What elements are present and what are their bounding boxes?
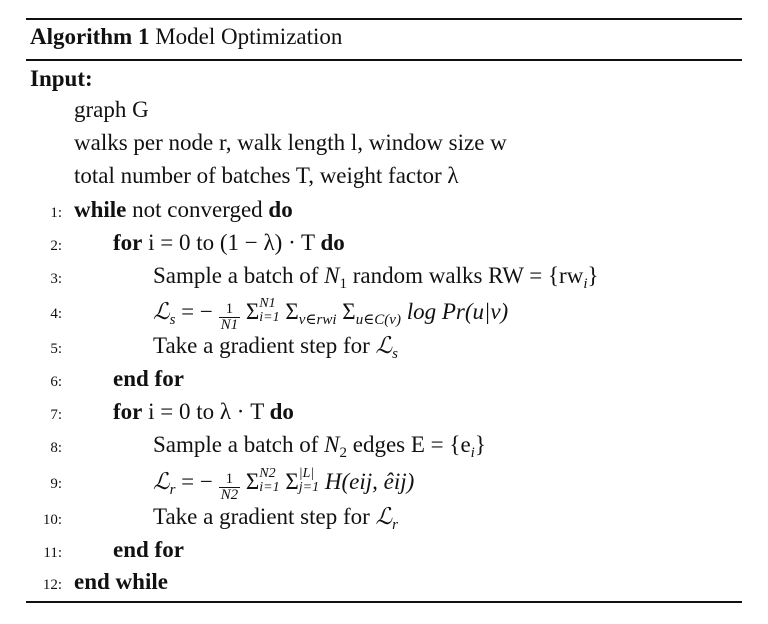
line-number: 11: xyxy=(43,545,62,561)
fraction xyxy=(219,302,241,333)
line-number: 2: xyxy=(50,238,62,254)
math-var: N xyxy=(324,432,340,457)
math-sub: i xyxy=(583,276,588,292)
fraction-num: 1 xyxy=(219,472,241,488)
sum-limits xyxy=(259,297,279,325)
math-sub: s xyxy=(169,312,176,328)
sum-lower: j=1 xyxy=(298,480,320,495)
sum-limits xyxy=(299,467,319,495)
fraction-num: 1 xyxy=(219,302,241,318)
keyword-end-for: end for xyxy=(113,366,184,391)
loss-s-equation xyxy=(153,297,508,333)
sum-symbol: Σ xyxy=(285,469,299,494)
bottom-rule xyxy=(26,601,742,603)
sum-upper: |L| xyxy=(298,466,315,481)
fraction xyxy=(219,472,241,503)
keyword-end-while: end while xyxy=(74,569,168,594)
sum-symbol: Σ xyxy=(245,299,260,324)
sum-symbol: Σ xyxy=(245,469,260,494)
fraction-den: N2 xyxy=(220,487,239,503)
math-eq: = − xyxy=(181,469,213,494)
line-number: 10: xyxy=(42,512,62,528)
algo-line-1 xyxy=(0,197,768,230)
top-rule xyxy=(26,18,742,20)
keyword-do: do xyxy=(268,197,293,222)
line-number: 1: xyxy=(50,205,62,221)
line-content xyxy=(153,333,398,363)
statement-text: } xyxy=(587,263,599,288)
math-eq: = − xyxy=(181,299,213,324)
line-number: 5: xyxy=(50,341,62,357)
loss-symbol: ℒ xyxy=(153,299,170,325)
sum-lower: i=1 xyxy=(259,310,280,325)
algo-line-7 xyxy=(0,399,768,432)
keyword-end-for: end for xyxy=(113,537,184,562)
input-walk-params: walks per node r, walk length l, window size w xyxy=(74,130,507,155)
math-var: N xyxy=(324,263,340,288)
keyword-for: for xyxy=(113,230,143,255)
loss-symbol: ℒ xyxy=(153,469,170,495)
sum-lower: u∈C(v) xyxy=(355,312,401,328)
loss-symbol: ℒ xyxy=(375,504,393,530)
sum-symbol: Σ xyxy=(342,299,356,324)
math-sub: 1 xyxy=(339,276,348,292)
math-tail: log Pr(u|v) xyxy=(406,299,509,324)
sum-limits xyxy=(259,467,279,495)
statement-text: random walks RW = {rw xyxy=(352,263,584,288)
algo-line-12 xyxy=(0,569,768,602)
line-content xyxy=(113,230,345,256)
statement-text: edges E = {e xyxy=(352,432,471,457)
algo-line-8 xyxy=(0,432,768,465)
keyword-for: for xyxy=(113,399,143,424)
line-number: 12: xyxy=(42,577,62,593)
line-content xyxy=(113,399,294,425)
loop-range: i = 0 to (1 − λ) · T xyxy=(148,230,315,255)
math-tail: H(eij, êij) xyxy=(324,469,415,494)
statement-text: Sample a batch of xyxy=(153,263,319,288)
line-number: 3: xyxy=(50,271,62,287)
line-content xyxy=(74,197,293,223)
math-sub: r xyxy=(169,482,176,498)
algorithm-name: Model Optimization xyxy=(155,24,343,49)
line-number: 8: xyxy=(50,440,62,456)
loss-symbol: ℒ xyxy=(375,333,393,359)
line-content xyxy=(153,432,486,462)
line-number: 6: xyxy=(50,374,62,390)
sum-upper: N2 xyxy=(259,466,276,481)
statement-text: Take a gradient step for xyxy=(153,504,370,529)
math-sub: s xyxy=(392,346,398,362)
sum-lower: i=1 xyxy=(259,480,280,495)
line-number: 7: xyxy=(50,407,62,423)
sum-upper: N1 xyxy=(259,296,276,311)
statement-text: Sample a batch of xyxy=(153,432,319,457)
algo-line-9 xyxy=(0,466,768,503)
math-sub: 2 xyxy=(339,445,348,461)
algorithm-number: Algorithm 1 xyxy=(30,24,150,49)
line-number: 4: xyxy=(50,306,62,322)
algo-line-2 xyxy=(0,230,768,263)
statement-text: Take a gradient step for xyxy=(153,333,370,358)
algo-line-10 xyxy=(0,504,768,537)
sum-symbol: Σ xyxy=(285,299,299,324)
loop-range: i = 0 to λ · T xyxy=(148,399,264,424)
keyword-while: while xyxy=(74,197,127,222)
algo-line-3 xyxy=(0,263,768,296)
algo-line-4 xyxy=(0,296,768,333)
statement-text: } xyxy=(474,432,486,457)
input-graph: graph G xyxy=(74,97,149,122)
line-number: 9: xyxy=(50,476,62,492)
math-sub: i xyxy=(470,445,475,461)
loss-r-equation xyxy=(153,467,414,503)
input-batch-params: total number of batches T, weight factor λ xyxy=(74,163,459,188)
keyword-do: do xyxy=(320,230,345,255)
algorithm-title xyxy=(30,24,342,50)
line-content xyxy=(153,504,398,534)
fraction-den: N1 xyxy=(220,317,239,333)
algo-line-11 xyxy=(0,537,768,570)
title-rule xyxy=(26,59,742,61)
algo-line-5 xyxy=(0,333,768,366)
line-content xyxy=(153,263,599,293)
condition: not converged xyxy=(132,197,263,222)
algo-line-6 xyxy=(0,366,768,399)
keyword-do: do xyxy=(269,399,294,424)
math-sub: r xyxy=(392,517,398,533)
sum-lower: v∈rwi xyxy=(298,312,337,328)
input-label: Input: xyxy=(30,66,93,91)
